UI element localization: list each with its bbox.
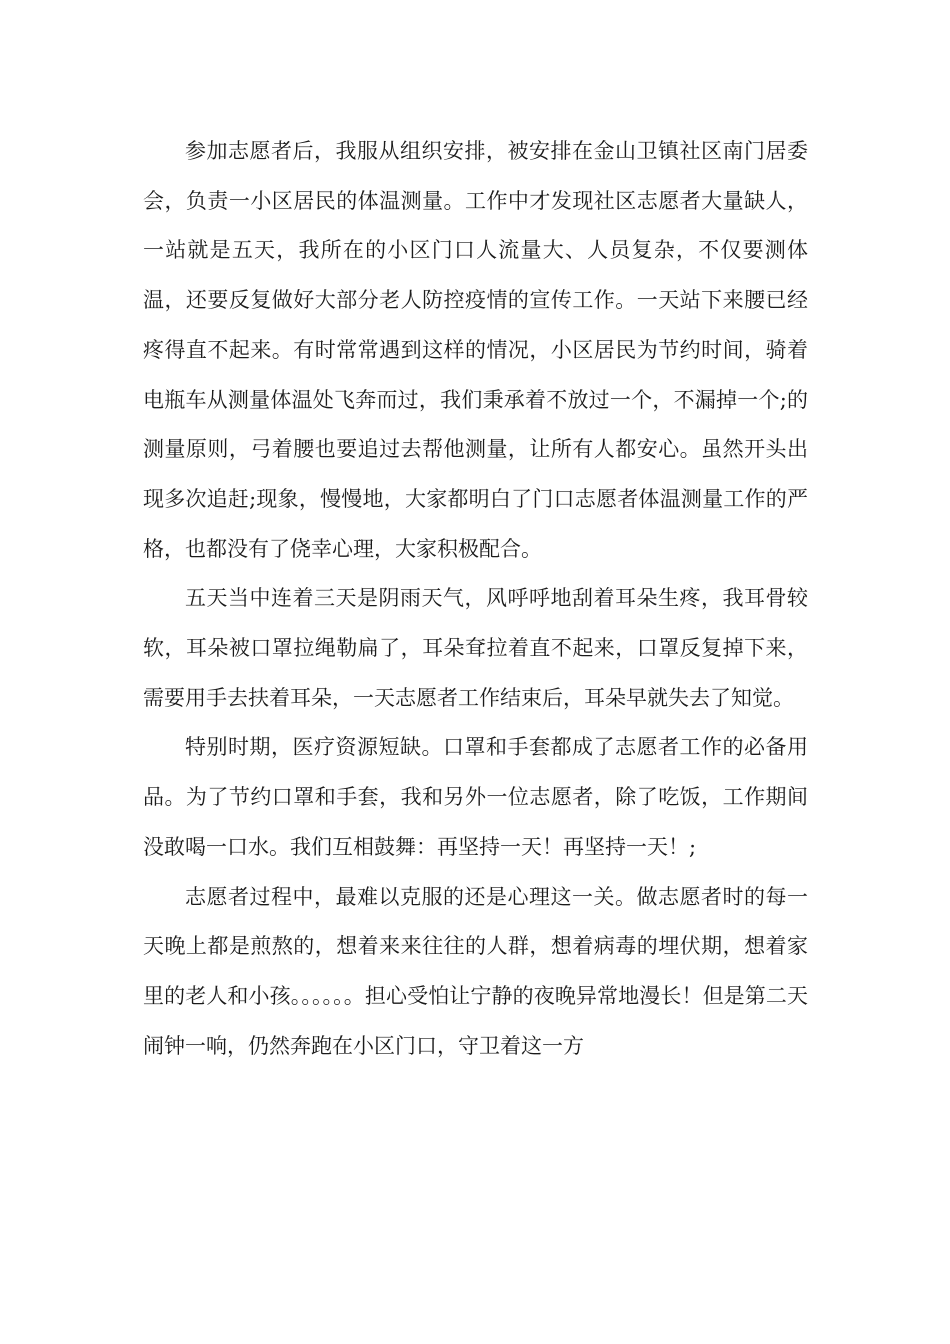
paragraph: 志愿者过程中，最难以克服的还是心理这一关。做志愿者时的每一天晚上都是煎熬的，想着来来往往的人群，想着病毒的埋伏期，想着家里的老人和小孩。。。。。。担心受怕让宁静的夜晚异常地漫长！但是第二天闹钟一响，仍然奔跑在小区门口，守卫着这一方	[143, 884, 808, 1058]
paragraph: 特别时期，医疗资源短缺。口罩和手套都成了志愿者工作的必备用品。为了节约口罩和手套，我和另外一位志愿者，除了吃饭，工作期间没敢喝一口水。我们互相鼓舞：再坚持一天！再坚持一天！;	[143, 735, 808, 859]
paragraph: 参加志愿者后，我服从组织安排，被安排在金山卫镇社区南门居委会，负责一小区居民的体温测量。工作中才发现社区志愿者大量缺人，一站就是五天，我所在的小区门口人流量大、人员复杂，不仅要测体温，还要反复做好大部分老人防控疫情的宣传工作。一天站下来腰已经疼得直不起来。有时常常遇到这样的情况，小区居民为节约时间，骑着电瓶车从测量体温处飞奔而过，我们秉承着不放过一个，不漏掉一个;的测量原则，弓着腰也要追过去帮他测量，让所有人都安心。虽然开头出现多次追赶;现象，慢慢地，大家都明白了门口志愿者体温测量工作的严格，也都没有了侥幸心理，大家积极配合。	[143, 139, 808, 561]
paragraph: 五天当中连着三天是阴雨天气，风呼呼地刮着耳朵生疼，我耳骨较软，耳朵被口罩拉绳勒扁了，耳朵耷拉着直不起来，口罩反复掉下来，需要用手去扶着耳朵，一天志愿者工作结束后，耳朵早就失去了知觉。	[143, 586, 808, 710]
document-body	[143, 127, 808, 1071]
